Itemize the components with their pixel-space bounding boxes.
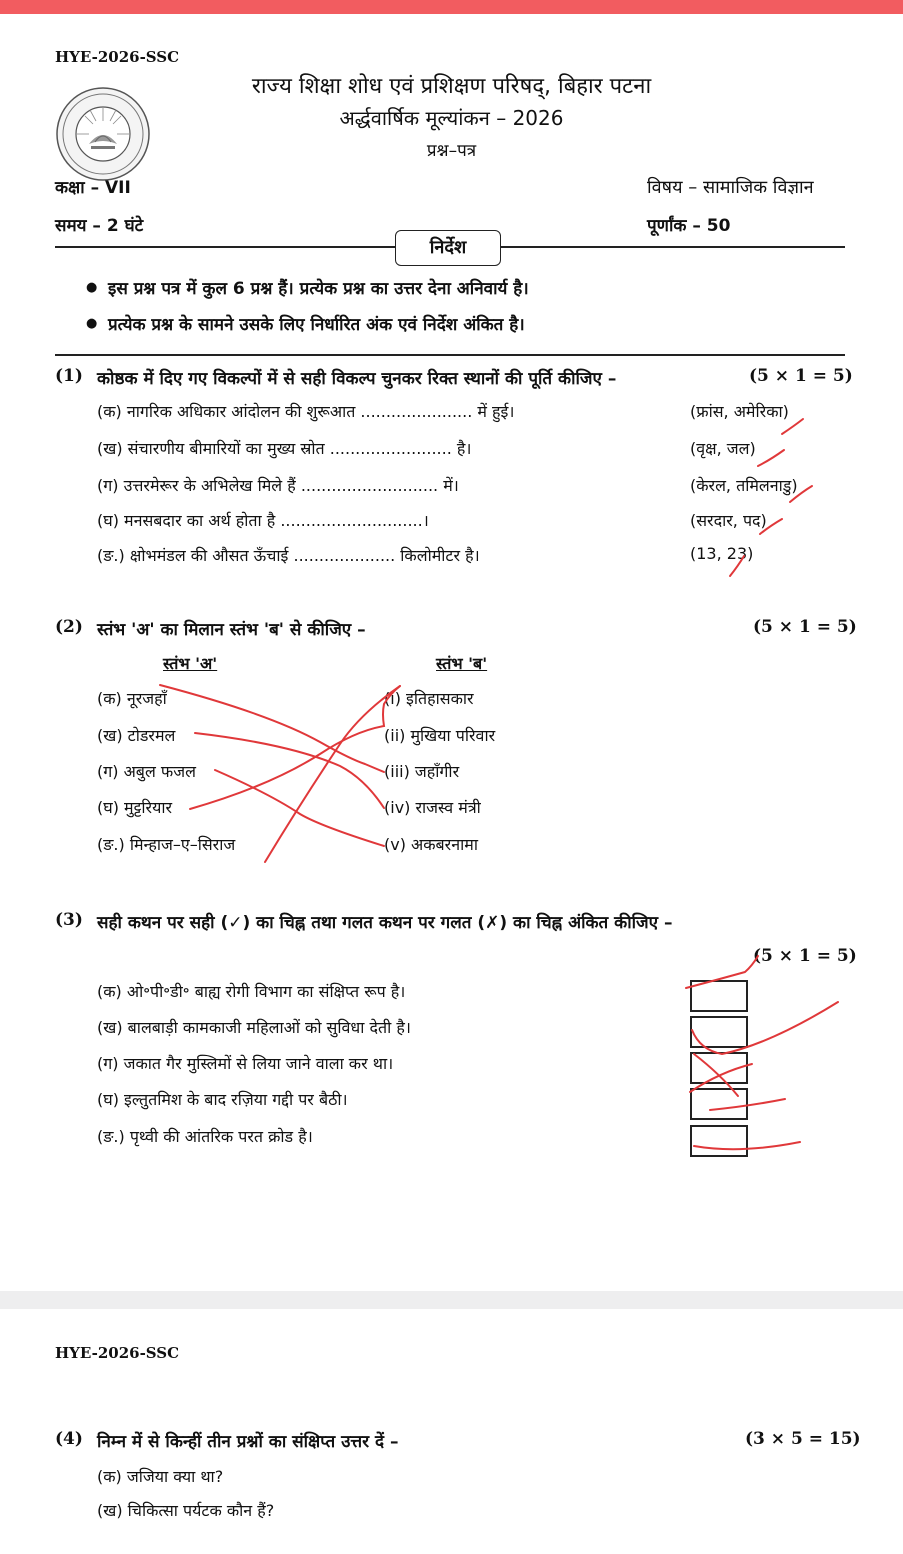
q4-item: (क) जजिया क्या था? [97, 1467, 224, 1486]
q1-item: (घ) मनसबदार का अर्थ होता है ............................। [97, 511, 429, 530]
board-name: राज्य शिक्षा शोध एवं प्रशिक्षण परिषद्, बिहार पटना [251, 74, 652, 99]
instruction-item: ● प्रत्येक प्रश्न के सामने उसके लिए निर्धारित अंक एवं निर्देश अंकित है। [108, 312, 525, 335]
q3-item: (ग) जकात गैर मुस्लिमों से लिया जाने वाला कर था। [97, 1054, 394, 1073]
q3-marks: (5 × 1 = 5) [753, 946, 857, 966]
q3-text: सही कथन पर सही (✓) का चिह्न तथा गलत कथन पर गलत (✗) का चिह्न अंकित कीजिए – [97, 913, 673, 933]
q2-marks: (5 × 1 = 5) [753, 617, 857, 637]
pen-mark-q3a [686, 956, 758, 988]
q1-marks: (5 × 1 = 5) [749, 366, 853, 386]
column-b-item: (i) इतिहासकार [384, 689, 474, 708]
pen-mark-q3d [710, 1099, 785, 1110]
full-marks-label: पूर्णांक – 50 [647, 216, 731, 236]
q4-item: (ख) चिकित्सा पर्यटक कौन हैं? [97, 1501, 275, 1520]
pen-match-line-4 [190, 686, 400, 809]
instruction-item: ● इस प्रश्न पत्र में कुल 6 प्रश्न हैं। प्रत्येक प्रश्न का उत्तर देना अनिवार्य है। [108, 276, 529, 299]
pen-match-line-1 [160, 685, 384, 772]
page-gap [0, 1291, 903, 1309]
pen-mark-q1b [758, 450, 784, 466]
q3-item: (क) ओ॰पी॰डी॰ बाह्य रोगी विभाग का संक्षिप्त रूप है। [97, 982, 406, 1001]
q3-item: (ङ.) पृथ्वी की आंतरिक परत क्रोड है। [97, 1127, 313, 1146]
q3-number: (3) [55, 910, 83, 930]
paper-code: HYE-2026-SSC [55, 1344, 180, 1362]
q1-item: (क) नागरिक अधिकार आंदोलन की शुरूआत ...................... में हुई। [97, 402, 515, 421]
q1-option: (13, 23) [690, 544, 754, 563]
column-b-item: (iv) राजस्व मंत्री [384, 798, 481, 817]
top-accent-bar [0, 0, 903, 14]
q4-marks: (3 × 5 = 15) [745, 1429, 861, 1449]
q3-item: (ख) बालबाड़ी कामकाजी महिलाओं को सुविधा देती है। [97, 1018, 411, 1037]
pen-mark-q1d [760, 519, 782, 534]
column-a-title: स्तंभ 'अ' [163, 654, 218, 673]
exam-page-2 [0, 1309, 903, 1554]
q1-option: (केरल, तमिलनाडु) [690, 476, 798, 495]
column-a-item: (घ) मुट्टरियार [97, 798, 173, 817]
q1-item: (ख) संचारणीय बीमारियों का मुख्य स्रोत ........................ है। [97, 439, 472, 458]
column-b-item: (ii) मुखिया परिवार [384, 726, 496, 745]
q2-number: (2) [55, 617, 83, 637]
q2-text: स्तंभ 'अ' का मिलान स्तंभ 'ब' से कीजिए – [97, 620, 366, 640]
subject-label: विषय – सामाजिक विज्ञान [647, 177, 814, 198]
q1-item: (ङ.) क्षोभमंडल की औसत ऊँचाई .................... किलोमीटर है। [97, 546, 480, 565]
q3-item: (घ) इल्तुतमिश के बाद रज़िया गद्दी पर बैठी। [97, 1090, 348, 1109]
class-label: कक्षा – VII [55, 178, 131, 198]
q4-text: निम्न में से किन्हीं तीन प्रश्नों का संक्षिप्त उत्तर दें – [97, 1432, 399, 1452]
pen-mark-q1c [790, 486, 812, 502]
q1-number: (1) [55, 366, 83, 386]
instructions-title: निर्देश [395, 230, 501, 266]
q1-text: कोष्ठक में दिए गए विकल्पों में से सही विकल्प चुनकर रिक्त स्थानों की पूर्ति कीजिए – [97, 369, 617, 389]
pen-mark-q3c [690, 1054, 752, 1096]
column-a-item: (ख) टोडरमल [97, 726, 176, 745]
time-label: समय – 2 घंटे [55, 216, 144, 236]
column-a-item: (ङ.) मिन्हाज–ए–सिराज [97, 835, 236, 854]
pen-mark-q1e [730, 556, 744, 576]
pen-mark-q3e [694, 1142, 800, 1149]
paper-label: प्रश्न–पत्र [426, 141, 477, 161]
paper-code: HYE-2026-SSC [55, 48, 180, 66]
q1-option: (फ्रांस, अमेरिका) [690, 402, 789, 421]
q1-item: (ग) उत्तरमेरूर के अभिलेख मिले हैं ........................... में। [97, 476, 459, 495]
column-a-item: (ग) अबुल फजल [97, 762, 196, 781]
column-b-item: (v) अकबरनामा [384, 835, 478, 854]
column-b-item: (iii) जहाँगीर [384, 762, 460, 781]
exam-page-1 [0, 14, 903, 1291]
pen-markings [0, 14, 903, 1291]
column-a-item: (क) नूरजहाँ [97, 689, 167, 708]
column-b-title: स्तंभ 'ब' [436, 654, 488, 673]
q4-number: (4) [55, 1429, 83, 1449]
pen-mark-q3b [692, 1002, 838, 1054]
exam-title: अर्द्धवार्षिक मूल्यांकन – 2026 [339, 106, 564, 130]
q1-option: (वृक्ष, जल) [690, 439, 756, 458]
pen-mark-q1a [782, 419, 803, 434]
q1-option: (सरदार, पद) [690, 511, 767, 530]
